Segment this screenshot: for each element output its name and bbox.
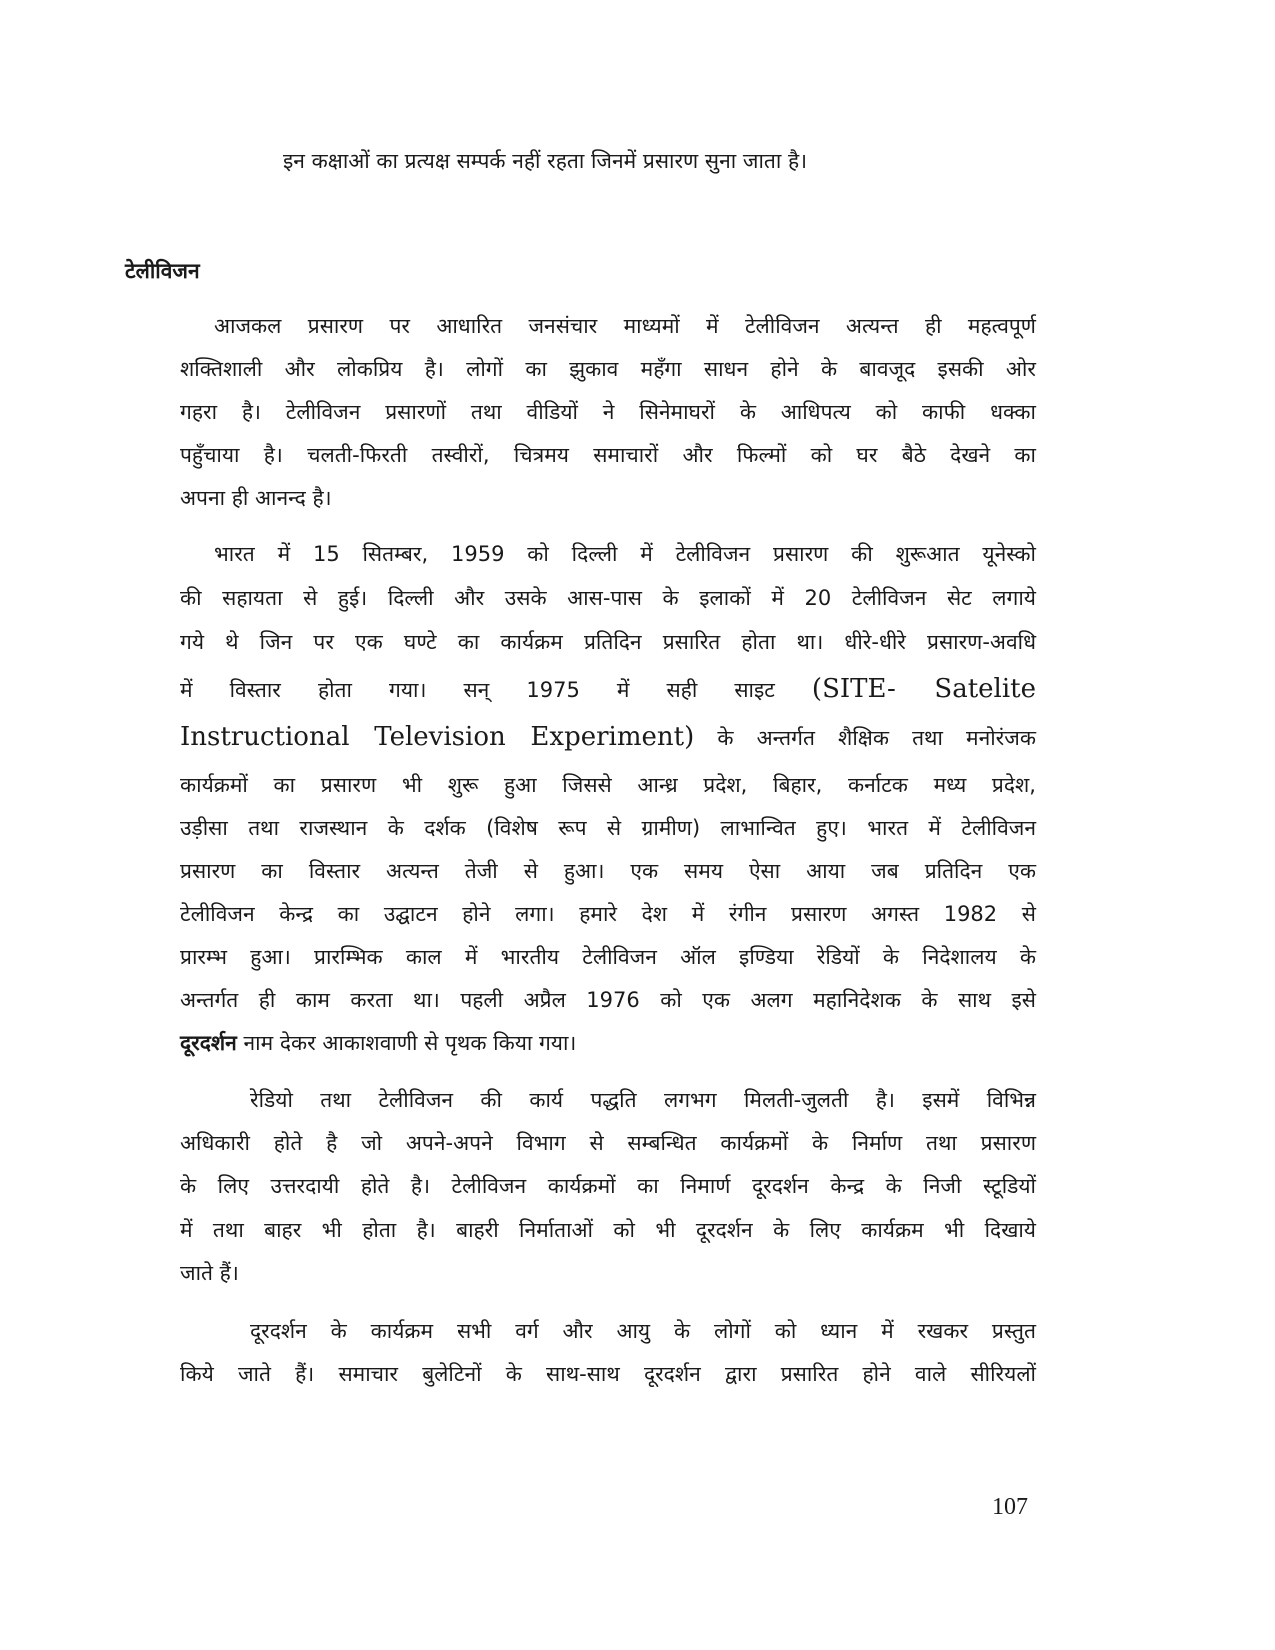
paragraph-1-line-2: शक्तिशाली और लोकप्रिय है। लोगों का झुकाव महँगा साधन होने के बावजूद इसकी ओर	[180, 357, 1036, 381]
paragraph-2-line-4-text: में विस्तार होता गया। सन् 1975 में सही साइट	[180, 678, 775, 702]
paragraph-2-line-5	[180, 722, 1036, 753]
paragraph-3-line-3: के लिए उत्तरदायी होते है। टेलीविजन कार्यक्रमों का निमार्ण दूरदर्शन केन्द्र के निजी स्टूडियों	[180, 1174, 1036, 1198]
paragraph-4-line-2: किये जाते हैं। समाचार बुलेटिनों के साथ-साथ दूरदर्शन द्वारा प्रसारित होने वाले सीरियलों	[180, 1362, 1036, 1386]
paragraph-2-line-12	[180, 1028, 576, 1058]
paragraph-2-line-10: प्रारम्भ हुआ। प्रारम्भिक काल में भारतीय टेलीविजन ऑल इण्डिया रेडियों के निदेशालय के	[180, 945, 1036, 969]
page-number: 107	[992, 1494, 1028, 1520]
intro-line: इन कक्षाओं का प्रत्यक्ष सम्पर्क नहीं रहता जिनमें प्रसारण सुना जाता है।	[283, 149, 808, 173]
paragraph-1-line-1: आजकल प्रसारण पर आधारित जनसंचार माध्यमों में टेलीविजन अत्यन्त ही महत्वपूर्ण	[214, 314, 1036, 338]
paragraph-2-line-11: अन्तर्गत ही काम करता था। पहली अप्रैल 1976 को एक अलग महानिदेशक के साथ इसे	[180, 988, 1036, 1012]
paragraph-3-line-4: में तथा बाहर भी होता है। बाहरी निर्माताओं को भी दूरदर्शन के लिए कार्यक्रम भी दिखाये	[180, 1218, 1036, 1242]
paragraph-2-line-7: उड़ीसा तथा राजस्थान के दर्शक (विशेष रूप से ग्रामीण) लाभान्वित हुए। भारत में टेलीविजन	[180, 816, 1036, 840]
paragraph-2-line-3: गये थे जिन पर एक घण्टे का कार्यक्रम प्रतिदिन प्रसारित होता था। धीरे-धीरे प्रसारण-अवधि	[180, 630, 1036, 654]
paragraph-3-line-2: अधिकारी होते है जो अपने-अपने विभाग से सम्बन्धित कार्यक्रमों के निर्माण तथा प्रसारण	[180, 1131, 1036, 1155]
paragraph-2-line-9: टेलीविजन केन्द्र का उद्घाटन होने लगा। हमारे देश में रंगीन प्रसारण अगस्त 1982 से	[180, 902, 1036, 926]
paragraph-2-line-5-text: के अन्तर्गत शैक्षिक तथा मनोरंजक	[717, 726, 1036, 750]
paragraph-2-line-1: भारत में 15 सितम्बर, 1959 को दिल्ली में टेलीविजन प्रसारण की शुरूआत यूनेस्को	[214, 542, 1036, 566]
site-expansion-text: Instructional Television Experiment)	[180, 722, 695, 752]
section-heading: टेलीविजन	[125, 259, 200, 283]
paragraph-1-line-3: गहरा है। टेलीविजन प्रसारणों तथा वीडियों ने सिनेमाघरों के आधिपत्य को काफी धक्का	[180, 400, 1036, 424]
paragraph-3-line-5: जाते हैं।	[180, 1261, 239, 1285]
paragraph-2-line-4	[180, 674, 1036, 705]
paragraph-2-line-2: की सहायता से हुई। दिल्ली और उसके आस-पास के इलाकों में 20 टेलीविजन सेट लगाये	[180, 586, 1036, 610]
doordarshan-bold-term: दूरदर्शन	[180, 1031, 237, 1055]
paragraph-1-line-4: पहुँचाया है। चलती-फिरती तस्वीरों, चित्रमय समाचारों और फिल्मों को घर बैठे देखने का	[180, 443, 1036, 467]
site-acronym-text: (SITE- Satelite	[811, 674, 1036, 704]
paragraph-2-line-6: कार्यक्रमों का प्रसारण भी शुरू हुआ जिससे आन्ध्र प्रदेश, बिहार, कर्नाटक मध्य प्रदेश,	[180, 773, 1036, 797]
paragraph-3-line-1: रेडियो तथा टेलीविजन की कार्य पद्धति लगभग मिलती-जुलती है। इसमें विभिन्न	[250, 1088, 1036, 1112]
paragraph-1-line-5: अपना ही आनन्द है।	[180, 486, 332, 510]
paragraph-2-line-8: प्रसारण का विस्तार अत्यन्त तेजी से हुआ। एक समय ऐसा आया जब प्रतिदिन एक	[180, 859, 1036, 883]
paragraph-2-line-12-text: नाम देकर आकाशवाणी से पृथक किया गया।	[243, 1031, 577, 1055]
paragraph-4-line-1: दूरदर्शन के कार्यक्रम सभी वर्ग और आयु के लोगों को ध्यान में रखकर प्रस्तुत	[250, 1319, 1036, 1343]
